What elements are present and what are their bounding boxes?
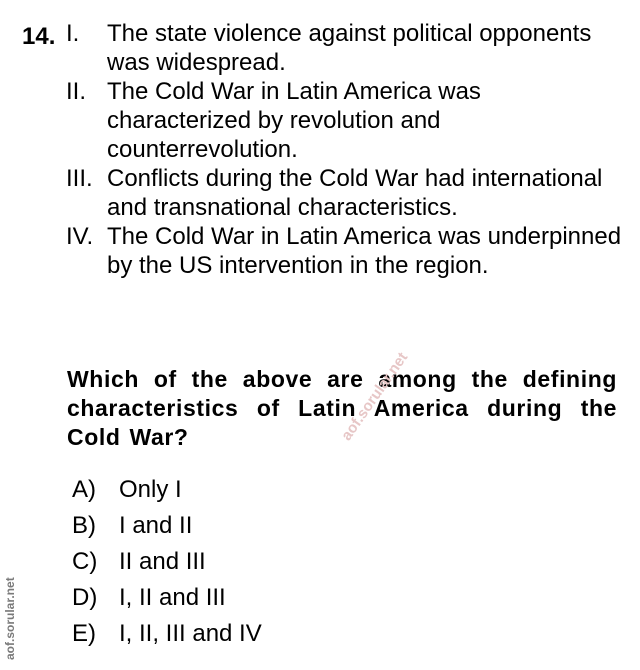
statement-text: The Cold War in Latin America was underpinned by the US intervention in the region. — [107, 223, 622, 279]
question-stem: Which of the above are among the defining characteristics of Latin America during the Cold War? — [67, 366, 617, 450]
answer-options — [72, 472, 262, 652]
option-letter: C) — [72, 548, 98, 575]
statement-numeral: IV. — [66, 223, 94, 250]
statement-numeral: II. — [66, 78, 87, 105]
option-text: I and II — [119, 512, 193, 539]
diagonal-watermark: aof.sorular.net — [338, 349, 412, 444]
statement-item — [66, 164, 626, 222]
option-d[interactable] — [72, 580, 262, 616]
statement-text: Conflicts during the Cold War had international and transnational characteristics. — [107, 165, 603, 221]
option-letter: B) — [72, 512, 96, 539]
statement-list — [66, 19, 626, 280]
statement-numeral: I. — [66, 20, 80, 47]
statement-item — [66, 77, 626, 164]
statement-text: The state violence against political opponents was widespread. — [107, 20, 592, 76]
option-a[interactable] — [72, 472, 262, 508]
statement-text: The Cold War in Latin America was characterized by revolution and counterrevolution. — [107, 78, 481, 163]
statement-item — [66, 222, 626, 280]
option-text: I, II and III — [119, 584, 226, 611]
option-letter: D) — [72, 584, 98, 611]
option-letter: A) — [72, 476, 96, 503]
question-number: 14. — [22, 23, 56, 50]
side-watermark: aof.sorular.net — [3, 577, 17, 660]
statement-item — [66, 19, 626, 77]
option-text: Only I — [119, 476, 182, 503]
option-text: II and III — [119, 548, 206, 575]
option-c[interactable] — [72, 544, 262, 580]
option-e[interactable] — [72, 616, 262, 652]
statement-numeral: III. — [66, 165, 93, 192]
option-letter: E) — [72, 620, 96, 647]
option-b[interactable] — [72, 508, 262, 544]
option-text: I, II, III and IV — [119, 620, 262, 647]
